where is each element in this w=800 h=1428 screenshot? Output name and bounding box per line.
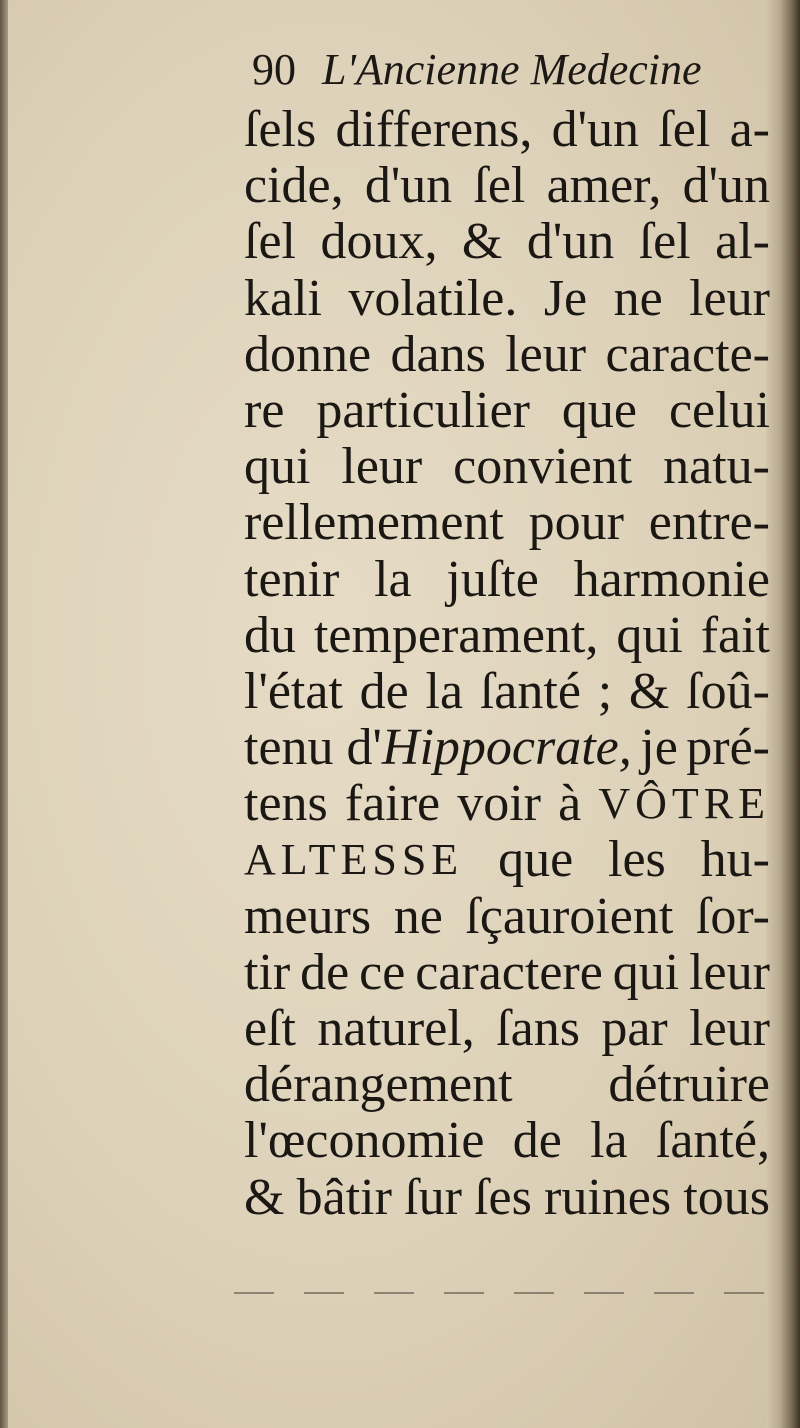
word: les	[608, 832, 666, 889]
word: kali	[244, 270, 322, 327]
word: tous	[683, 1169, 770, 1226]
word: caractere	[415, 944, 603, 1001]
word: caracte-	[605, 326, 770, 383]
word: de	[359, 663, 409, 720]
word: tenir	[244, 551, 340, 608]
word: bâtir	[296, 1169, 392, 1226]
word: ſçauroient	[465, 888, 674, 945]
word: détruire	[608, 1057, 770, 1114]
word: amer,	[546, 158, 662, 215]
text-line	[244, 776, 770, 832]
text-line	[244, 495, 770, 551]
word: particulier	[316, 382, 530, 439]
word: &	[461, 214, 503, 271]
text-line	[244, 1057, 770, 1113]
word: qui	[616, 607, 683, 664]
word: que	[561, 382, 638, 439]
word: ſanté,	[655, 1113, 770, 1170]
word: tens	[244, 776, 328, 833]
word: harmonie	[573, 551, 770, 608]
word: je	[640, 720, 678, 777]
word: leur	[689, 270, 770, 327]
word: pour	[528, 495, 624, 552]
text-line	[244, 832, 770, 888]
word: la	[374, 551, 412, 608]
word: d'un	[364, 158, 453, 215]
word: fait	[700, 607, 770, 664]
text-line	[244, 664, 770, 720]
text-line	[244, 158, 770, 214]
word: qui	[612, 944, 680, 1001]
text-line	[244, 439, 770, 495]
word: de	[300, 944, 350, 1001]
text-line	[244, 327, 770, 383]
word: cide,	[244, 158, 344, 215]
word-small-caps: ALTESSE	[244, 835, 464, 885]
word: ſes	[474, 1169, 532, 1226]
word: entre-	[648, 495, 770, 552]
word: voir	[457, 776, 541, 833]
word-italic: Hippocrate,	[381, 720, 632, 777]
word: ſels	[244, 102, 317, 158]
page-left-shadow	[0, 0, 8, 1428]
word: la	[425, 663, 464, 720]
word: volatile.	[348, 270, 518, 327]
word: naturel,	[317, 1001, 475, 1057]
body-text	[244, 102, 770, 1226]
word: d'	[346, 720, 382, 777]
bleed-through-mark	[234, 1292, 764, 1294]
text-line	[244, 271, 770, 327]
word: d'un	[526, 214, 615, 271]
running-title: L'Ancienne Medecine	[322, 45, 702, 94]
text-line	[244, 102, 770, 158]
word: tir	[244, 944, 291, 1001]
text-line	[244, 945, 770, 1001]
word: tenu	[244, 720, 334, 777]
text-line	[244, 608, 770, 664]
word: du	[244, 607, 296, 664]
word: a-	[729, 102, 770, 158]
text-line	[244, 1170, 770, 1226]
word: que	[498, 832, 574, 889]
word: leur	[505, 326, 587, 383]
word: ;	[597, 663, 613, 720]
word: hu-	[700, 832, 770, 889]
word-small-caps: VÔTRE	[598, 779, 770, 829]
word: ſel	[473, 158, 526, 215]
word: ſel	[244, 214, 296, 271]
word: l'œconomie	[244, 1113, 485, 1170]
word: ruines	[544, 1169, 672, 1226]
word: dans	[390, 326, 486, 383]
word: ſans	[496, 1001, 580, 1057]
word: ſoû-	[686, 663, 770, 720]
page-gutter	[766, 0, 800, 1428]
word: ſel	[658, 102, 711, 158]
word: &	[244, 1169, 285, 1226]
word: ſanté	[479, 663, 581, 720]
word: celui	[668, 382, 770, 439]
word: l'état	[244, 663, 343, 720]
word: Je	[543, 270, 588, 327]
word: dérangement	[244, 1057, 513, 1114]
word: de	[512, 1113, 562, 1170]
word: eſt	[244, 1001, 296, 1057]
word: faire	[344, 776, 441, 833]
word: à	[558, 776, 582, 833]
word: d'un	[682, 158, 770, 215]
word: ſur	[404, 1169, 462, 1226]
running-header	[252, 40, 772, 100]
word: differens,	[335, 102, 533, 158]
word: rellemement	[244, 495, 504, 552]
word: d'un	[551, 102, 640, 158]
word: re	[244, 382, 285, 439]
word: ne	[613, 270, 663, 327]
word: al-	[715, 214, 770, 271]
word: ce	[359, 944, 406, 1001]
word: leur	[689, 1001, 770, 1057]
page-number: 90	[252, 45, 296, 94]
word: convient	[453, 439, 633, 496]
word: temperament,	[313, 607, 599, 664]
word: &	[628, 663, 670, 720]
word: natu-	[663, 439, 770, 496]
word: leur	[689, 944, 770, 1001]
word: ſor-	[695, 888, 770, 945]
text-line	[244, 1001, 770, 1057]
text-line	[244, 889, 770, 945]
word: pré-	[686, 720, 770, 777]
word: ne	[393, 888, 443, 945]
text-line	[244, 214, 770, 270]
word: doux,	[320, 214, 438, 271]
word: ſel	[638, 214, 691, 271]
word: qui	[244, 439, 311, 496]
text-line	[244, 383, 770, 439]
word: juſte	[446, 551, 539, 608]
word: donne	[244, 326, 372, 383]
word: la	[590, 1113, 628, 1170]
text-line	[244, 552, 770, 608]
text-line	[244, 1113, 770, 1169]
word: meurs	[244, 888, 372, 945]
word: leur	[341, 439, 423, 496]
word: par	[601, 1001, 668, 1057]
word-group	[244, 720, 632, 776]
text-line	[244, 720, 770, 776]
